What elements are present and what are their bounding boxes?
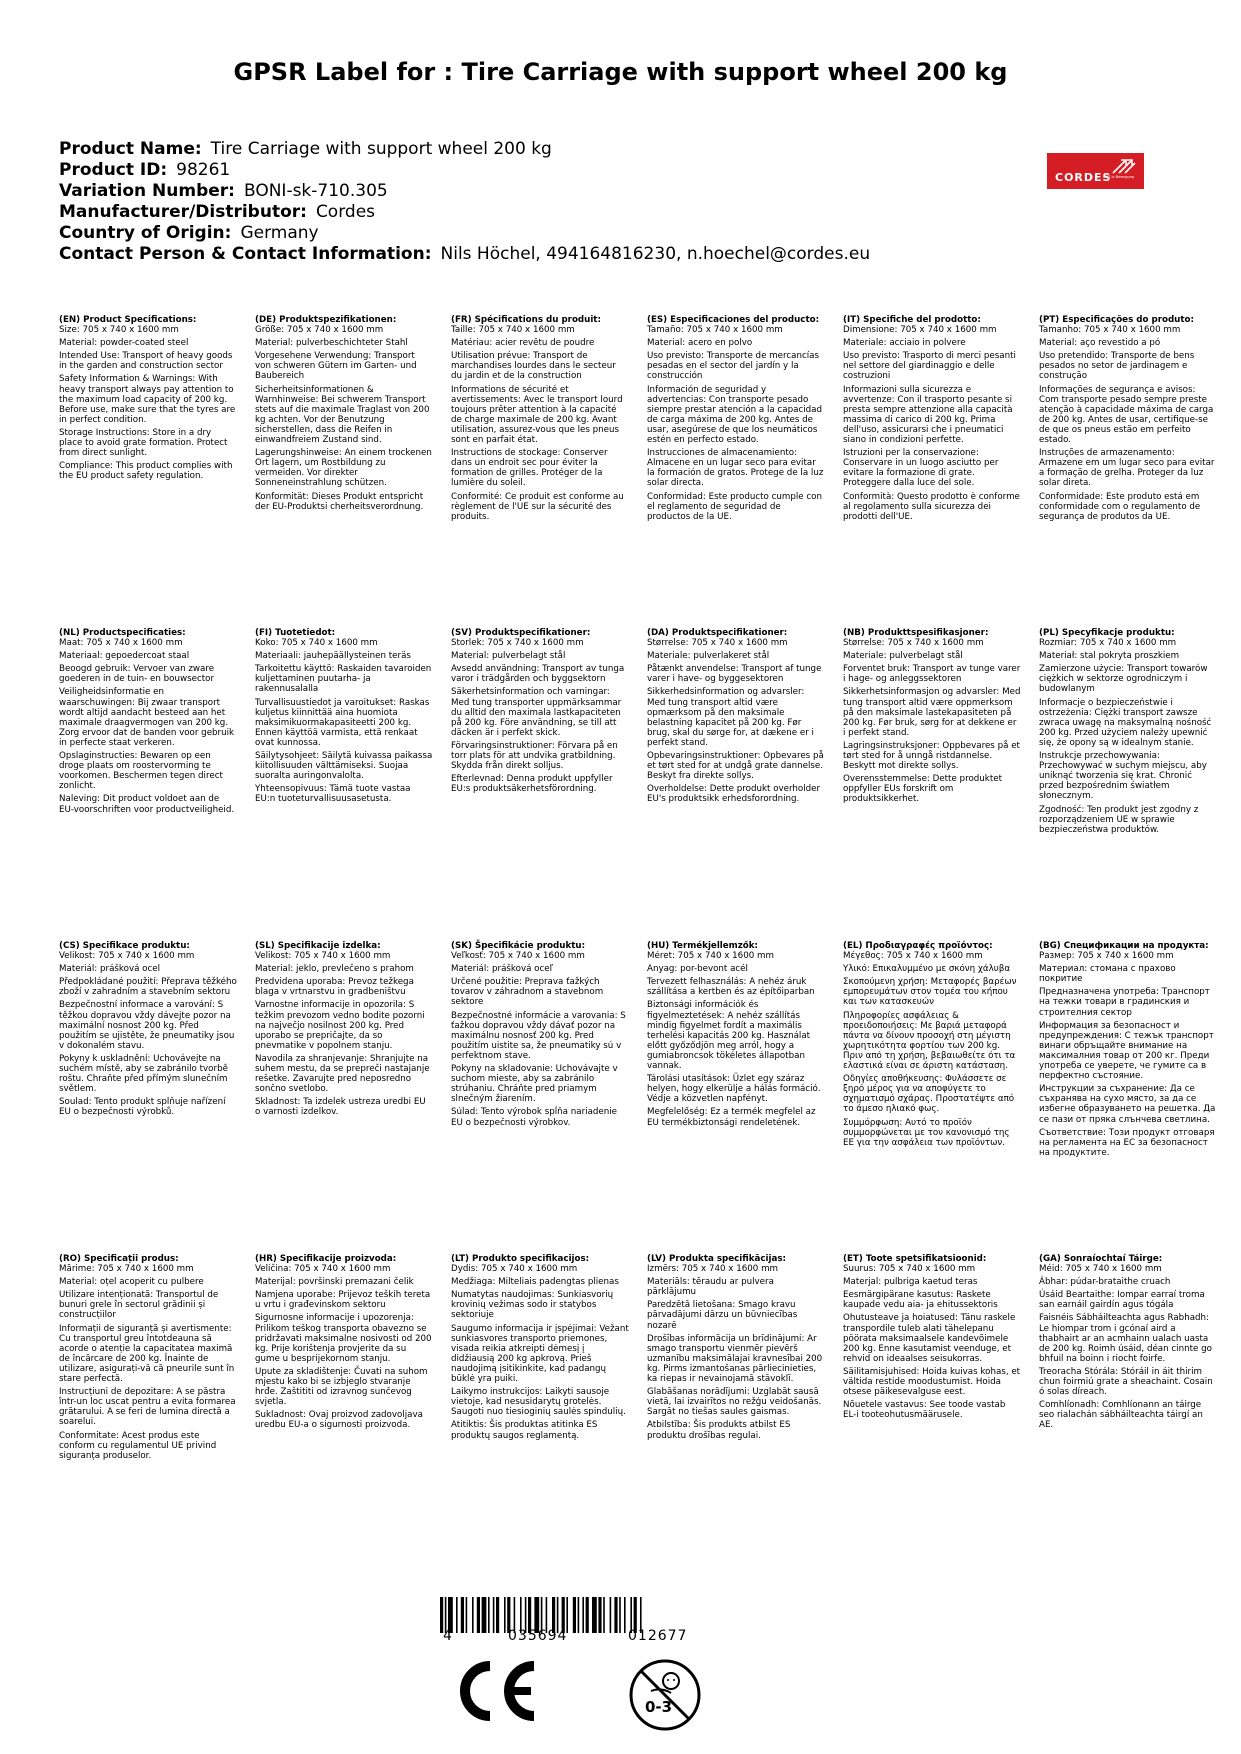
spec-paragraph: Předpokládané použití: Přeprava těžkého zboží v zahradním a stavebním sektoru [59,977,237,998]
spec-paragraph: Sikkerhedsinformation og advarsler: Med tung transport altid være opmærksom på den maksimale belastning kapacitet på 200 kg. Før brug, skal du sørge for, at dækene er i perfekt stand. [647,687,814,748]
spec-paragraph: Navodila za shranjevanje: Shranjujte na suhem mestu, da se prepreči nastajanje rešetke. Zavarujte pred neposredno sončno svetlobo. [255,1053,430,1095]
info-label: Variation Number: [59,181,235,201]
spec-size: Méret: 705 x 740 x 1600 mm [647,951,774,962]
spec-paragraph: Safety Information & Warnings: With heavy transport always pay attention to the maximum load capacity of 200 kg. Before use, make sure that the tyres are in perfect condition. [59,374,236,425]
spec-size: Rozmiar: 705 x 740 x 1600 mm [1039,638,1177,649]
spec-paragraph: Material: acero en polvo [647,338,753,349]
spec-paragraph: Uso pretendido: Transporte de bens pesados no setor de jardinagem e construção [1039,351,1195,382]
spec-paragraph: Konformität: Dieses Produkt entspricht der EU-Produktsi cherheitsverordnung. [255,491,424,512]
spec-column [647,941,825,1131]
barcode-bar [603,1597,605,1633]
spec-heading: (SL) Specifikacije izdelka: [255,941,381,951]
spec-row [59,628,1239,941]
info-value: Cordes [315,202,376,222]
spec-column [1039,315,1217,525]
spec-paragraph: Σκοπούμενη χρήση: Μεταφορές βαρέων εμπορευμάτων στον τομέα του κήπου και των κατασκευών [843,977,1017,1008]
spec-paragraph: Informazioni sulla sicurezza e avvertenze: Con il trasporto pesante si presta sempre attenzione alla capacità massima di carico di 200 kg. Prima dell'uso, assicurarsi che i pneumatici siano in condizioni perfette. [843,384,1013,446]
spec-heading: (ET) Toote spetsifikatsioonid: [843,1254,987,1264]
spec-paragraph: Materjal: pulbriga kaetud teras [843,1277,978,1288]
spec-paragraph: Faisnéis Sábháilteachta agus Rabhadh: Le hiompar trom i gcónaí aird a thabhairt ar an acmhainn ualach uasta de 200 kg. Roimh úsáid, déan cinnte go bhfuil na boinn i riocht foirfe. [1039,1313,1212,1364]
spec-paragraph: Instrucciones de almacenamiento: Almacene en un lugar seco para evitar la formación de gratos. Protege de la luz solar directa. [647,448,824,489]
spec-paragraph: Určené použitie: Preprava ťažkých tovarov v záhradnom a stavebnom sektore [451,977,604,1008]
spec-paragraph: Instrukcje przechowywania: Przechowywać w suchym miejscu, aby uniknąć tworzenia się krat. Chronić przed bezpośrednim światłem słonecznym. [1039,751,1207,802]
spec-size: Maat: 705 x 740 x 1600 mm [59,638,183,649]
spec-paragraph: Påtænkt anvendelse: Transport af tunge varer i have- og byggesektoren [647,664,822,685]
spec-paragraph: Materiaal: gepoedercoat staal [59,651,190,662]
spec-column [255,941,433,1121]
spec-paragraph: Instrucțiuni de depozitare: A se păstra într-un loc uscat pentru a evita formarea grătarului. A se feri de lumina directă a soarelui. [59,1387,236,1428]
not-for-children-0-3-icon [627,1657,703,1733]
spec-paragraph: Sicherheitsinformationen & Warnhinweise: Bei schwerem Transport stets auf die maximale Traglast von 200 kg achten. Vor der Benutzung sicherstellen, dass die Reifen in einwandfreiem Zustand sind. [255,384,430,446]
spec-size: Dimensione: 705 x 740 x 1600 mm [843,325,997,336]
spec-paragraph: Numatytas naudojimas: Sunkiasvorių krovinių vežimas sodo ir statybos sektoriuje [451,1290,614,1321]
spec-paragraph: Informations de sécurité et avertissements: Avec le transport lourd toujours prêter attention à la capacité de charge maximale de 200 kg. Avant utilisation, assurez-vous que les pneus sont en parfait état. [451,384,623,446]
spec-paragraph: Material: powder-coated steel [59,338,189,349]
spec-heading: (ES) Especificaciones del producto: [647,315,820,325]
spec-paragraph: Materiał: stal pokryta proszkiem [1039,651,1180,662]
barcode-bar [477,1597,480,1633]
spec-paragraph: Material: aço revestido a pó [1039,338,1161,349]
barcode-bar [582,1597,584,1633]
barcode-digit-first: 4 [443,1628,452,1644]
spec-paragraph: Paredzētā lietošana: Smago kravu pārvadājumi dārzu un būvniecības nozarē [647,1300,798,1331]
spec-paragraph: Συμμόρφωση: Αυτό το προϊόν συμμορφώνεται με τον κανονισμό της ΕΕ για την ασφάλεια των προϊόντων. [843,1117,1010,1148]
spec-column [451,1254,629,1444]
spec-column [647,1254,825,1444]
spec-paragraph: Predvidena uporaba: Prevoz težkega blaga v vrtnarstvu in gradbeništvu [255,977,414,998]
spec-paragraph: Förvaringsinstruktioner: Förvara på en torr plats för att undvika gratbildning. Skydda från direkt solljus. [451,740,618,772]
spec-paragraph: Atbilstība: Šis produkts atbilst ES produktu drošības regulai. [647,1420,791,1441]
spec-paragraph: Tervezett felhasználás: A nehéz áruk szállítása a kertben és az építőiparban [647,977,815,998]
spec-size: Velikost: 705 x 740 x 1600 mm [59,951,195,962]
spec-paragraph: Anyag: por-bevont acél [647,964,748,975]
spec-paragraph: Tárolási utasítások: Üzlet egy száraz helyen, hogy elkerülje a hálás formáció. Védje a közvetlen napfényt. [647,1074,821,1105]
info-value: BONI-sk-710.305 [243,181,388,201]
spec-size: Размер: 705 x 740 x 1600 mm [1039,951,1174,962]
info-label: Contact Person & Contact Information: [59,244,432,264]
spec-paragraph: Matériau: acier revêtu de poudre [451,338,595,349]
spec-paragraph: Utilizare intenționată: Transportul de bunuri grele în sectorul grădinii și construcțiilor [59,1290,219,1321]
spec-paragraph: Materiaali: jauhepäällysteinen teräs [255,651,411,662]
spec-paragraph: Materiale: acciaio in polvere [843,338,966,349]
spec-size: Tamaño: 705 x 740 x 1600 mm [647,325,783,336]
spec-paragraph: Informações de segurança e avisos: Com transporte pesado sempre preste atenção à capacidade máxima de carga de 200 kg. Antes de usar, certifique-se de que os pneus estão em perfeito estado. [1039,384,1214,446]
spec-paragraph: Informații de siguranță și avertismente: Cu transportul greu întotdeauna să acorde o atenție la capacitatea maximă de încărcare de 200 kg. Înainte de utilizare, asigurați-vă că pneurile sunt în stare perfectă. [59,1323,235,1385]
spec-paragraph: Materijal: površinski premazani čelik [255,1277,414,1288]
spec-column [59,941,237,1121]
spec-size: Koko: 705 x 740 x 1600 mm [255,638,378,649]
spec-row [59,941,1239,1254]
spec-paragraph: Съответствие: Този продукт отговаря на регламента на ЕС за безопасност на продуктите. [1039,1127,1215,1158]
spec-paragraph: Säilitamisjuhised: Hoida kuivas kohas, et vältida restide moodustumist. Hoida otsese päikesevalguse eest. [843,1366,1021,1398]
spec-paragraph: Beoogd gebruik: Vervoer van zware goederen in de tuin- en bouwsector [59,664,215,685]
spec-paragraph: Conformité: Ce produit est conforme au règlement de l'UE sur la sécurité des produits. [451,491,624,522]
page-title: GPSR Label for : Tire Carriage with support wheel 200 kg [233,58,1008,86]
spec-paragraph: Conformitate: Acest produs este conform cu regulamentul UE privind siguranța produselor. [59,1430,217,1461]
info-label: Country of Origin: [59,223,232,243]
spec-column [255,628,433,808]
spec-paragraph: Treoracha Stórála: Stóráil in áit thirim chun foirmiú grate a sheachaint. Cosain ó solas díreach. [1039,1366,1213,1398]
spec-heading: (IT) Specifiche del prodotto: [843,315,981,325]
spec-heading: (FR) Spécifications du produit: [451,315,601,325]
spec-paragraph: Opslaginstructies: Bewaren op een droge plaats om roostervorming te voorkomen. Beschermen tegen direct zonlicht. [59,751,223,792]
spec-paragraph: Lagringsinstruksjoner: Oppbevares på et tørt sted for å unngå ristdannelse. Beskytt mot direkte sollys. [843,740,1020,772]
spec-size: Veličina: 705 x 740 x 1600 mm [255,1264,391,1275]
spec-size: Tamanho: 705 x 740 x 1600 mm [1039,325,1181,336]
barcode-bar [461,1597,464,1633]
spec-paragraph: Zamierzone użycie: Transport towarów ciężkich w sektorze ogrodniczym i budowlanym [1039,664,1208,695]
info-row [59,223,870,244]
spec-heading: (LV) Produkta specifikācijas: [647,1254,786,1264]
barcode-bar [610,1597,612,1633]
info-value: 98261 [176,160,231,180]
spec-paragraph: Storage Instructions: Store in a dry place to avoid grate formation. Protect from direct sunlight. [59,427,228,459]
spec-paragraph: Conformità: Questo prodotto è conforme al regolamento sulla sicurezza dei prodotti dell'UE. [843,491,1020,522]
spec-paragraph: Информация за безопасност и предупреждения: С тежък транспорт винаги обръщайте внимание на максималния товар от 200 кг. Преди употреба се уверете, че гумите са в перфектно състояние. [1039,1020,1214,1082]
spec-paragraph: Zgodność: Ten produkt jest zgodny z rozporządzeniem UE w sprawie bezpieczeństwa produktów. [1039,804,1199,835]
barcode-digits-right: 012677 [628,1628,688,1644]
spec-paragraph: Forventet bruk: Transport av tunge varer i hage- og anleggssektoren [843,664,1021,685]
spec-paragraph: Sigurnosne informacije i upozorenja: Prilikom teškog transporta obavezno se pridržavati maksimalne nosivosti od 200 kg. Prije korištenja provjerite da su gume u besprijekornom stanju. [255,1313,432,1364]
spec-heading: (PL) Specyfikacje produktu: [1039,628,1175,638]
spec-paragraph: Soulad: Tento produkt splňuje nařízení EU o bezpečnosti výrobků. [59,1097,226,1118]
spec-heading: (CS) Specifikace produktu: [59,941,190,951]
svg-text:0-3: 0-3 [645,1698,673,1716]
spec-paragraph: Pokyny na skladovanie: Uchovávajte v suchom mieste, aby sa zabránilo strúhaniu. Chráňte pred priamym slnečným žiarením. [451,1064,618,1105]
spec-paragraph: Avsedd användning: Transport av tunga varor i trädgården och byggsektorn [451,664,625,685]
spec-column [843,1254,1021,1423]
barcode-bar [504,1597,506,1633]
spec-paragraph: Material: pulverbeschichteter Stahl [255,338,408,349]
spec-paragraph: Eesmärgipärane kasutus: Raskete kaupade vedu aia- ja ehitussektoris [843,1290,998,1311]
barcode-bar [482,1597,487,1633]
spec-paragraph: Vorgesehene Verwendung: Transport von schweren Gütern im Garten- und Baubereich [255,351,417,382]
spec-size: Μέγεθος: 705 x 740 x 1600 mm [843,951,983,962]
spec-column [255,1254,433,1434]
spec-paragraph: Pokyny k uskladnění: Uchovávejte na suchém místě, aby se zabránilo tvorbě roštu. Chraňte před přímým slunečním světlem. [59,1053,228,1095]
spec-paragraph: Uso previsto: Trasporto di merci pesanti nel settore del giardinaggio e delle costruzioni [843,351,1016,382]
spec-size: Storlek: 705 x 740 x 1600 mm [451,638,584,649]
barcode-bar [614,1597,617,1633]
spec-paragraph: Ohutusteave ja hoiatused: Tänu raskele transpordile tuleb alati tähelepanu pöörata maksimaalsele kandevõimele 200 kg. Enne kasutamist veenduge, et rehvid on ideaalses seisukorras. [843,1313,1016,1364]
spec-paragraph: Uso previsto: Transporte de mercancías pesadas en el sector del jardín y la construcción [647,351,820,382]
info-row [59,160,870,181]
spec-heading: (PT) Especificações do produto: [1039,315,1194,325]
spec-paragraph: Instructions de stockage: Conserver dans un endroit sec pour éviter la formation de grilles. Protéger de la lumière du soleil. [451,448,608,489]
barcode-bar [592,1597,597,1633]
spec-size: Dydis: 705 x 740 x 1600 mm [451,1264,578,1275]
spec-heading: (HU) Termékjellemzők: [647,941,759,951]
spec-paragraph: Материал: стомана с прахово покритие [1039,964,1176,985]
spec-heading: (DE) Produktspezifikationen: [255,315,397,325]
spec-row [59,1254,1239,1567]
spec-row [59,315,1239,628]
info-row [59,139,870,160]
spec-paragraph: Medžiaga: Milteliais padengtas plienas [451,1277,619,1288]
spec-paragraph: Comhlíonadh: Comhlíonann an táirge seo rialachán sábháilteachta táirgí an AE. [1039,1400,1203,1431]
spec-paragraph: Sukladnost: Ovaj proizvod zadovoljava uredbu EU-a o sigurnosti proizvoda. [255,1410,423,1431]
spec-paragraph: Conformidade: Este produto está em conformidade com o regulamento de segurança de produtos da UE. [1039,491,1201,522]
spec-paragraph: Súlad: Tento výrobok spĺňa nariadenie EU o bezpečnosti výrobkov. [451,1107,618,1128]
spec-paragraph: Glabāšanas norādījumi: Uzglabāt sausā vietā, lai izvairītos no režģu veidošanās. Sargāt no tiešas saules gaismas. [647,1387,822,1418]
spec-paragraph: Material: oțel acoperit cu pulbere [59,1277,204,1288]
spec-paragraph: Sikkerhetsinformasjon og advarsler: Med tung transport altid være oppmerksom på den maksimale lastekapasiteten på 200 kg. Før bruk, sørg for at dekkene er i perfekt stand. [843,687,1021,738]
ce-mark-icon [453,1660,539,1722]
spec-size: Izmērs: 705 x 740 x 1600 mm [647,1264,779,1275]
spec-paragraph: Materiál: prášková oceľ [451,964,553,975]
spec-column [843,628,1021,808]
spec-column [451,315,629,525]
spec-paragraph: Naleving: Dit product voldoet aan de EU-voorschriften voor productveiligheid. [59,794,235,815]
spec-paragraph: Atitiktis: Šis produktas atitinka ES produktų saugos reglamentą. [451,1420,598,1441]
barcode-bar [493,1597,495,1633]
spec-heading: (HR) Specifikacije proizvoda: [255,1254,397,1264]
spec-column [451,628,629,797]
spec-heading: (EN) Product Specifications: [59,315,197,325]
spec-paragraph: Compliance: This product complies with the EU product safety regulation. [59,461,233,482]
spec-paragraph: Tarkoitettu käyttö: Raskaiden tavaroiden kuljettaminen puutarha- ja rakennusalalla [255,664,432,695]
spec-heading: (BG) Спецификации на продукта: [1039,941,1209,951]
spec-size: Größe: 705 x 740 x 1600 mm [255,325,384,336]
spec-paragraph: Upute za skladištenje: Čuvati na suhom mjestu kako bi se izbjeglo stvaranje hrđe. Zaštititi od izravnog sunčevog svjetla. [255,1366,428,1408]
info-value: Nils Höchel, 494164816230, n.hoechel@cordes.eu [440,244,871,264]
spec-heading: (SK) Špecifikácie produktu: [451,941,586,951]
info-value: Germany [240,223,319,243]
spec-paragraph: Utilisation prévue: Transport de marchandises lourdes dans le secteur du jardin et de la construction [451,351,616,382]
spec-paragraph: Bezpečnostné informácie a varovania: S ťažkou dopravou vždy dávať pozor na maximálnu nosnosť 200 kg. Pred použitím uistite sa, že pneumatiky sú v perfektnom stave. [451,1010,626,1061]
spec-heading: (NL) Productspecificaties: [59,628,186,638]
spec-paragraph: Biztonsági információk és figyelmeztetések: A nehéz szállítás mindig figyelmet fordít a maximális terhelési kapacitás 200 kg. Használat előtt győződjön meg arról, hogy a gumiabroncsok tökéletes állapotban vannak. [647,1000,811,1072]
spec-paragraph: Υλικό: Επικαλυμμένο με σκόνη χάλυβα [843,964,1011,975]
spec-heading: (EL) Προδιαγραφές προϊόντος: [843,941,993,951]
spec-paragraph: Informacje o bezpieczeństwie i ostrzeżenia: Ciężki transport zawsze zwraca uwagę na maksymalną nośność 200 kg. Przed użyciem należy upewnić się, że opony są w idealnym stanie. [1039,697,1212,748]
spec-paragraph: Opbevaringsinstruktioner: Opbevares på et tørt sted for at undgå grate dannelse. Beskyt fra direkte sollys. [647,751,824,782]
spec-column [1039,941,1217,1161]
spec-column [1039,1254,1217,1434]
spec-heading: (RO) Specificații produs: [59,1254,179,1264]
arrows-icon [1111,155,1137,175]
spec-paragraph: Úsáid Beartaithe: Iompar earraí troma san earnáil gairdín agus tógála [1039,1290,1205,1311]
barcode-bar [619,1597,621,1633]
spec-column [1039,628,1217,838]
spec-size: Méid: 705 x 740 x 1600 mm [1039,1264,1162,1275]
spec-paragraph: Istruzioni per la conservazione: Conservare in un luogo asciutto per evitare la formazione di grate. Proteggere dalla luce del sole. [843,448,999,489]
spec-paragraph: Intended Use: Transport of heavy goods in the garden and construction sector [59,351,233,372]
barcode-bar [624,1597,626,1633]
spec-size: Velikost: 705 x 740 x 1600 mm [255,951,391,962]
logo-brand: CORDES [1055,171,1112,184]
spec-paragraph: Οδηγίες αποθήκευσης: Φυλάσσετε σε ξηρό μέρος για να αποφύγετε το σχηματισμό σχάρας. Προστατέψτε από το άμεσο ηλιακό φως. [843,1074,1015,1115]
spec-paragraph: Lagerungshinweise: An einem trockenen Ort lagern, um Rostbildung zu vermeiden. Vor direkter Sonneneinstrahlung schützen. [255,448,432,489]
spec-paragraph: Saugumo informacija ir įspėjimai: Vežant sunkiasvores transporto priemones, visada reikia atkreipti dėmesį į didžiausią 200 kg apkrovą. Prieš naudojimą įsitikinkite, kad padangų būklė yra puiki. [451,1323,629,1385]
spec-column [843,941,1021,1151]
spec-paragraph: Efterlevnad: Denna produkt uppfyller EU:s produktsäkerhetsförordning. [451,774,613,795]
barcode-bar [578,1597,580,1633]
spec-paragraph: Säkerhetsinformation och varningar: Med tung transporter uppmärksammar du alltid den maximala lastkapaciteten på 200 kg. Före användning, se till att däcken är i perfekt skick. [451,687,622,738]
spec-paragraph: Namjena uporabe: Prijevoz teških tereta u vrtu i građevinskom sektoru [255,1290,431,1311]
spec-paragraph: Drošības informācija un brīdinājumi: Ar smago transportu vienmēr pievērš uzmanību maksimālajai kravnesībai 200 kg. Pirms izmantošanas pārliecinieties, ka riepas ir nevainojamā stāvoklī. [647,1333,823,1385]
spec-paragraph: Información de seguridad y advertencias: Con transporte pesado siempre prestar atención a la capacidad de carga máxima de 200 kg. Antes de usar, asegúrese de que los neumáticos estén en perfecto estado. [647,384,822,446]
spec-paragraph: Bezpečnostní informace a varování: S těžkou dopravou vždy dávejte pozor na maximální nosnost 200 kg. Před použitím se ujistěte, že pneumatiky jsou v dokonalém stavu. [59,1000,235,1051]
spec-heading: (SV) Produktspecifikationer: [451,628,591,638]
barcode-bar [488,1597,490,1633]
spec-paragraph: Varnostne informacije in opozorila: S težkim prevozom vedno bodite pozorni na največjo nosilnost 200 kg. Pred uporabo se prepričajte, da so pnevmatike v popolnem stanju. [255,1000,425,1051]
spec-column [59,315,237,484]
spec-paragraph: Veiligheidsinformatie en waarschuwingen: Bij zwaar transport wordt altijd aandacht besteed aan het maximale draagvermogen van 200 kg. Zorg ervoor dat de banden voor gebruik in perfecte staat verkeren. [59,687,235,748]
barcode-digits-left: 035694 [508,1628,568,1644]
spec-paragraph: Turvallisuustiedot ja varoitukset: Raskas kuljetus kiinnittää aina huomiota maksimikuormakapasiteetti 200 kg. Ennen käyttöä varmista, että renkaat ovat kunnossa. [255,697,430,748]
spec-size: Veľkosť: 705 x 740 x 1600 mm [451,951,585,962]
spec-paragraph: Materiál: prášková ocel [59,964,161,975]
spec-paragraph: Overholdelse: Dette produkt overholder EU's produktsikk erhedsforordning. [647,784,821,805]
spec-paragraph: Megfelelőség: Ez a termék megfelel az EU termékbiztonsági rendeletének. [647,1107,816,1128]
spec-column [843,315,1021,525]
spec-size: Størrelse: 705 x 740 x 1600 mm [843,638,984,649]
spec-paragraph: Laikymo instrukcijos: Laikyti sausoje vietoje, kad nesusidarytų grotelės. Saugoti nuo tiesioginių saulės spindulių. [451,1387,626,1418]
spec-heading: (NB) Produkttspesifikasjoner: [843,628,989,638]
info-value: Tire Carriage with support wheel 200 kg [210,139,552,159]
spec-size: Mărime: 705 x 740 x 1600 mm [59,1264,194,1275]
info-row [59,181,870,202]
barcode-bar [472,1597,474,1633]
info-row [59,202,870,223]
spec-heading: (DA) Produktspecifikationer: [647,628,788,638]
spec-paragraph: Skladnost: Ta izdelek ustreza uredbi EU o varnosti izdelkov. [255,1097,426,1118]
spec-paragraph: Material: jeklo, prevlečeno s prahom [255,964,414,975]
spec-column [59,1254,237,1464]
spec-heading: (LT) Produkto specifikacijos: [451,1254,590,1264]
spec-column [59,628,237,818]
spec-paragraph: Overensstemmelse: Dette produktet oppfyller EUs forskrift om produktsikkerhet. [843,774,1002,805]
spec-size: Taille: 705 x 740 x 1600 mm [451,325,575,336]
spec-paragraph: Инструкции за съхранение: Да се съхранява на сухо място, за да се избегне образуването на решетка. Да се пази от пряка слънчева светлина. [1039,1084,1216,1125]
spec-paragraph: Säilytysohjeet: Säilytä kuivassa paikassa kiitollisuuden välttämiseksi. Suojaa suoralta auringonvalolta. [255,751,433,782]
barcode-bar [598,1597,601,1633]
spec-paragraph: Предназначена употреба: Транспорт на тежки товари в градинския и строителния сектор [1039,987,1210,1018]
spec-heading: (GA) Sonraíochtaí Táirge: [1039,1254,1163,1264]
spec-column [647,628,825,808]
info-label: Product ID: [59,160,168,180]
product-info [59,139,870,265]
spec-paragraph: Conformidad: Este producto cumple con el reglamento de seguridad de productos de la UE. [647,491,822,522]
barcode-bar [586,1597,589,1633]
spec-paragraph: Nõuetele vastavus: See toode vastab EL-i tooteohutusmäärusele. [843,1400,1006,1421]
spec-heading: (FI) Tuotetiedot: [255,628,336,638]
spec-column [255,315,433,515]
spec-column [451,941,629,1131]
spec-size: Størrelse: 705 x 740 x 1600 mm [647,638,788,649]
spec-column [647,315,825,525]
spec-paragraph: Yhteensopivuus: Tämä tuote vastaa EU:n tuoteturvallisuusasetusta. [255,784,411,805]
barcode-bar [466,1597,468,1633]
cordes-logo [1047,153,1144,189]
spec-paragraph: Materiale: pulverlakeret stål [647,651,770,662]
spec-paragraph: Material: pulverbelagt stål [451,651,566,662]
spec-paragraph: Ábhar: púdar-brataithe cruach [1039,1277,1171,1288]
barcode-bar [573,1597,576,1633]
barcode-bar [456,1597,458,1633]
spec-paragraph: Materiale: pulverbelagt stål [843,651,963,662]
spec-size: Suurus: 705 x 740 x 1600 mm [843,1264,976,1275]
spec-paragraph: Materiāls: tēraudu ar pulvera pārklājumu [647,1277,774,1298]
info-label: Manufacturer/Distributor: [59,202,307,222]
logo-tagline: GUT in Bewegung [1103,175,1135,179]
info-label: Product Name: [59,139,202,159]
spec-paragraph: Πληροφορίες ασφάλειας & προειδοποιήσεις: Με βαριά μεταφορά πάντα να δίνουν προσοχή στη μέγιστη χωρητικότητα φορτίου των 200 kg. Πριν από τη χρήση, βεβαιωθείτε ότι τα ελαστικά είναι σε άριστη κατάσταση. [843,1010,1016,1072]
info-row [59,244,870,265]
spec-grid [59,315,1239,1567]
spec-size: Size: 705 x 740 x 1600 mm [59,325,179,336]
spec-paragraph: Instruções de armazenamento: Armazene em um lugar seco para evitar a formação de grelha. Proteger da luz solar direta. [1039,448,1215,489]
barcode-bar [496,1597,499,1633]
